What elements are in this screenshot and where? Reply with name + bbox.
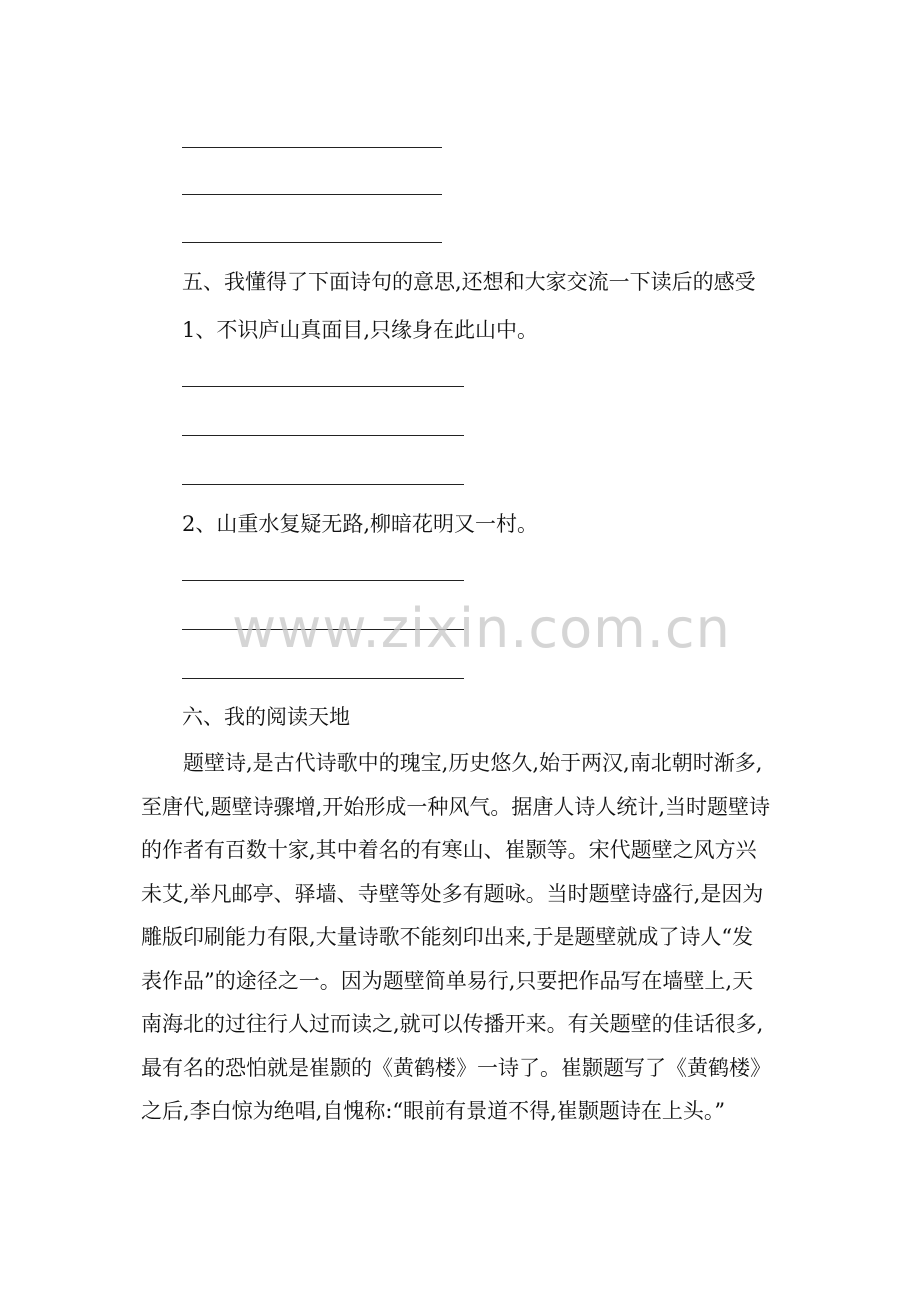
passage-line: 雕版印刷能力有限,大量诗歌不能刻印出来,于是题壁就成了诗人“发 [141,925,754,949]
answer-line[interactable] [182,242,442,243]
passage-line: 最有名的恐怕就是崔颢的《黄鹤楼》一诗了。崔颢题写了《黄鹤楼》 [141,1055,771,1080]
passage-line: 的作者有百数十家,其中着名的有寒山、崔颢等。宋代题壁之风方兴 [141,838,757,862]
answer-line[interactable] [182,147,442,148]
watermark-text: www.zixin.com.cn [232,597,731,660]
passage-line: 南海北的过往行人过而读之,就可以传播开来。有关题壁的佳话很多, [141,1012,764,1036]
passage-line: 表作品”的途径之一。因为题壁简单易行,只要把作品写在墙壁上,天 [141,968,754,993]
passage-line: 至唐代,题壁诗骤增,开始形成一种风气。据唐人诗人统计,当时题壁诗 [141,794,771,819]
answer-line[interactable] [182,678,464,679]
passage-line: 题壁诗,是古代诗歌中的瑰宝,历史悠久,始于两汉,南北朝时渐多, [183,751,763,775]
section-5-heading: 五、我懂得了下面诗句的意思,还想和大家交流一下读后的感受 [182,270,756,294]
section-6-heading: 六、我的阅读天地 [182,705,350,729]
answer-line[interactable] [182,386,464,387]
passage-line: 之后,李白惊为绝唱,自愧称:“眼前有景道不得,崔颢题诗在上头。” [141,1099,726,1123]
answer-line[interactable] [182,435,464,436]
reading-passage [141,742,791,1134]
answer-line[interactable] [182,194,442,195]
passage-line: 未艾,举凡邮亭、驿墙、寺壁等处多有题咏。当时题壁诗盛行,是因为 [141,881,764,906]
question-2: 2、山重水复疑无路,柳暗花明又一村。 [182,512,539,536]
answer-line[interactable] [182,484,464,485]
answer-line[interactable] [182,580,464,581]
question-1: 1、不识庐山真面目,只缘身在此山中。 [182,318,539,342]
